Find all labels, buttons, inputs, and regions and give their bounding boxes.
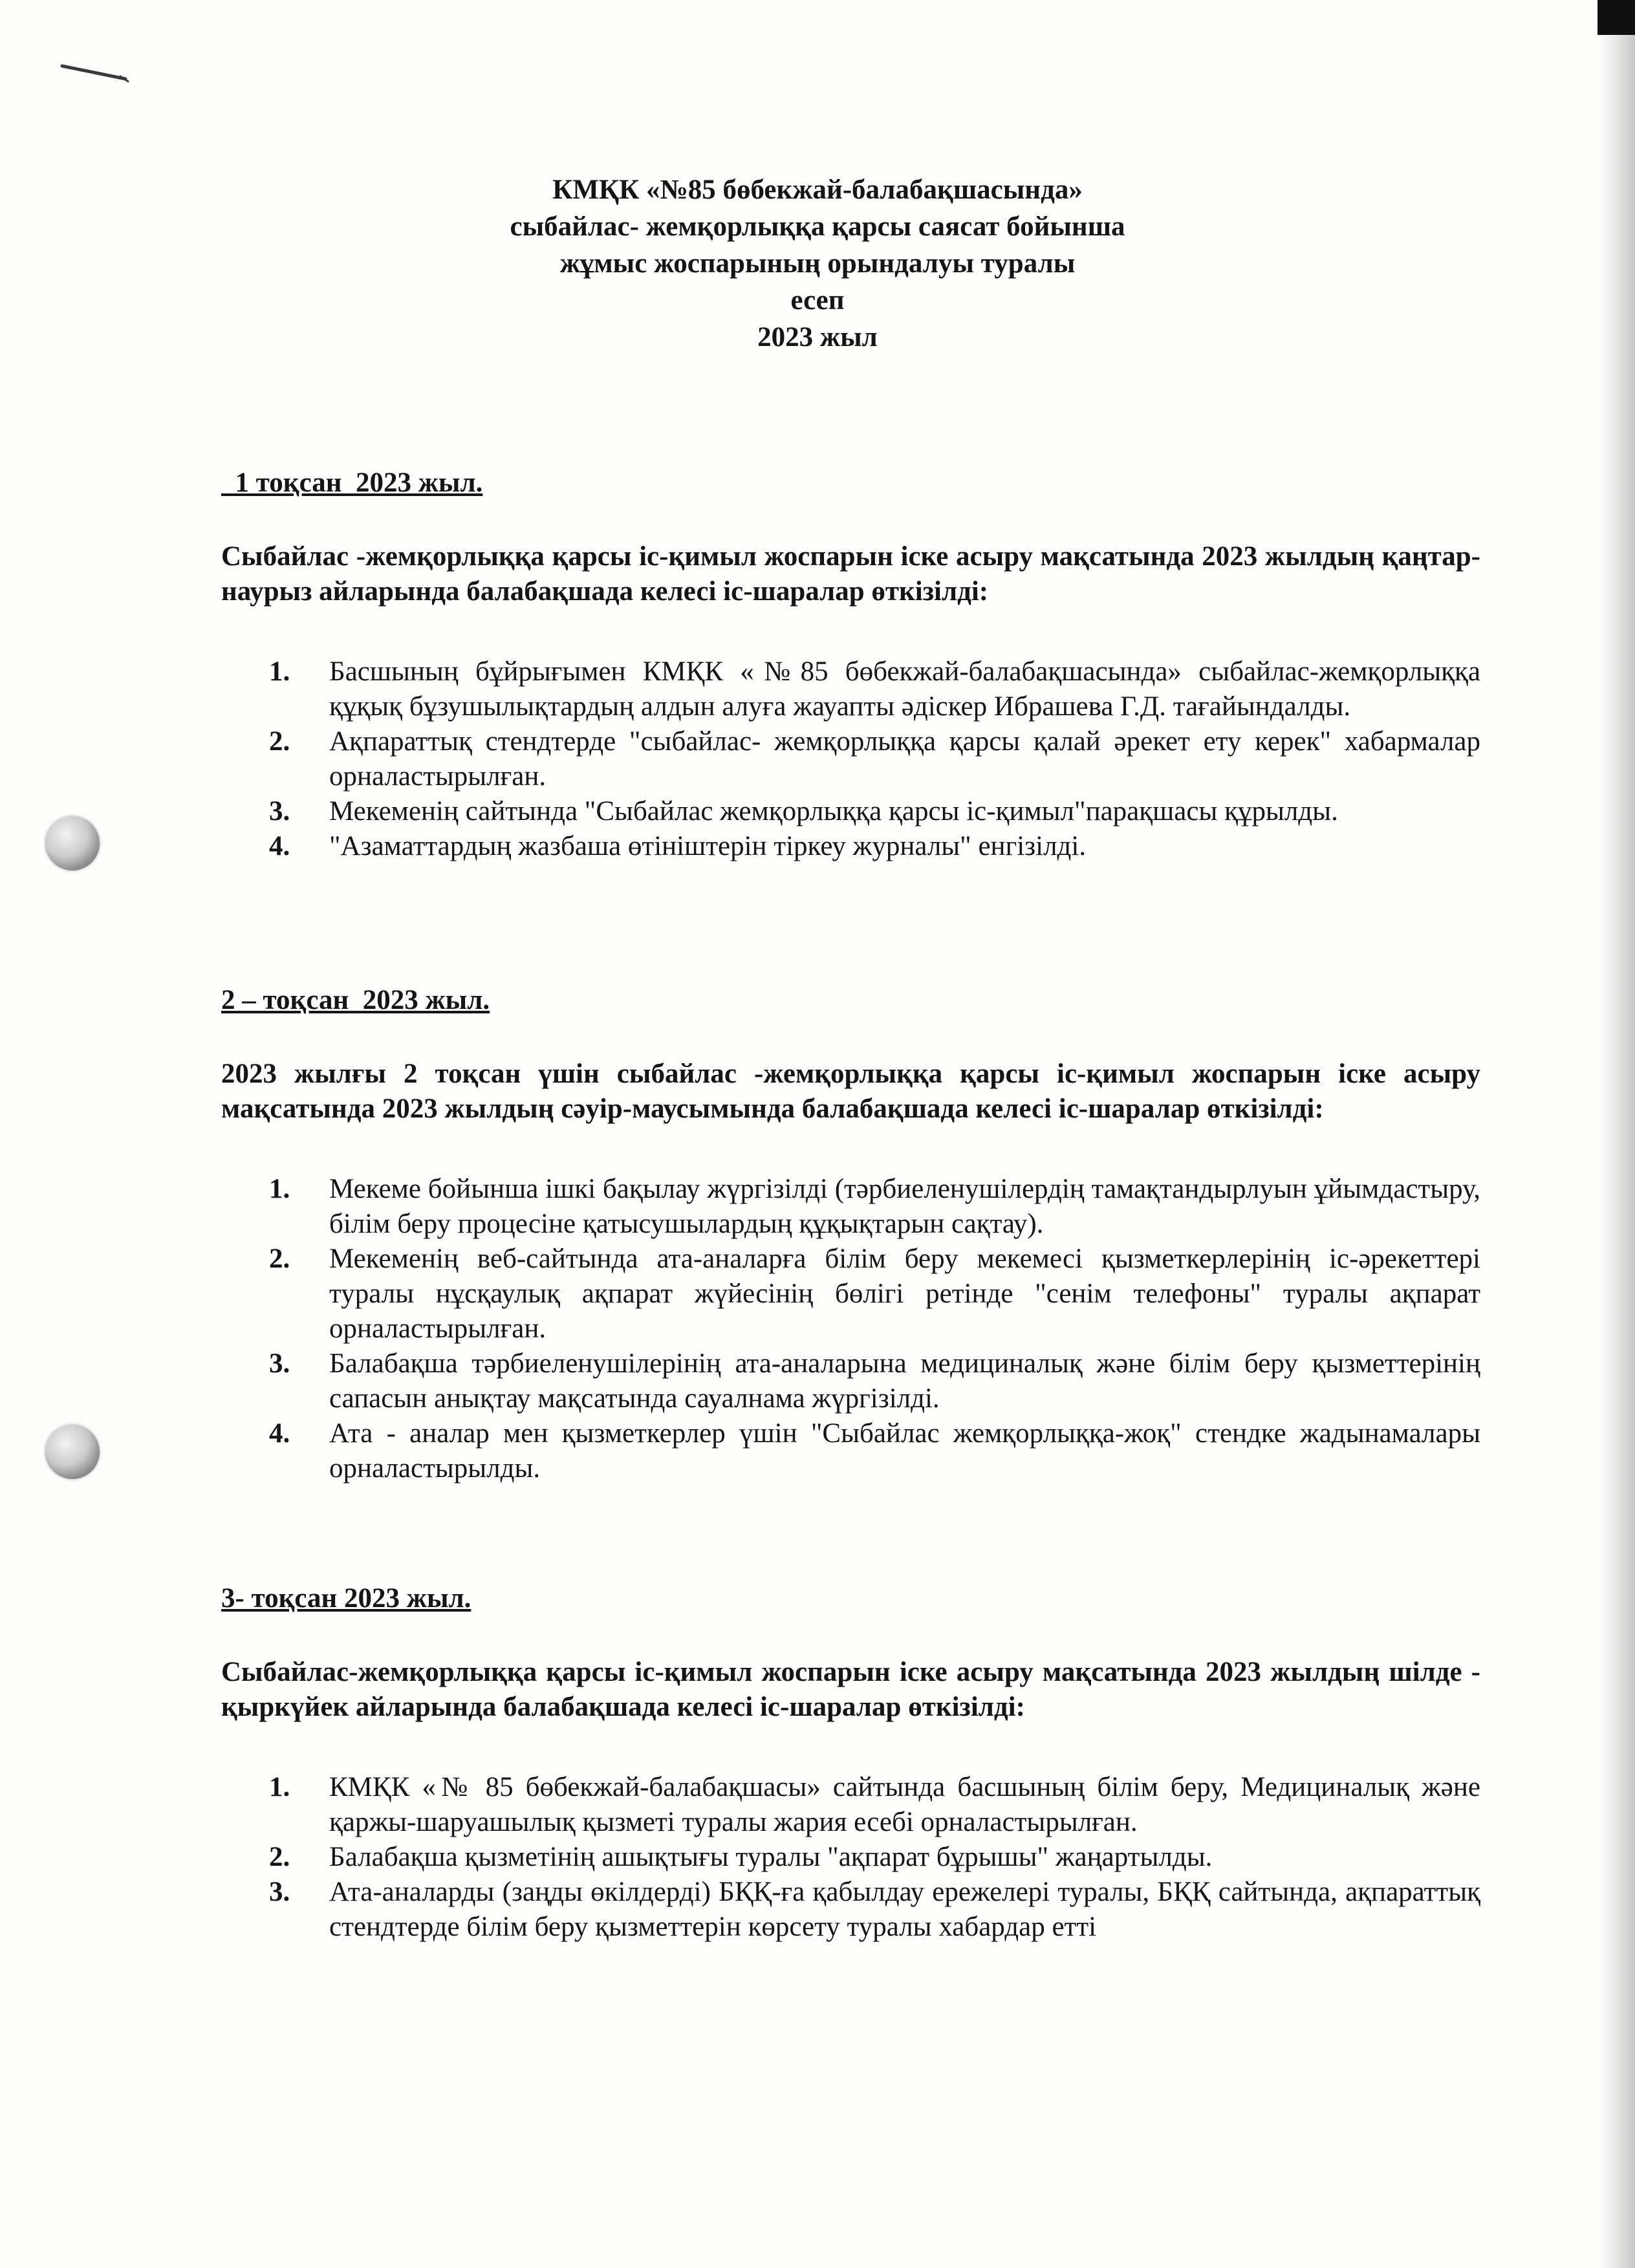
measures-list [221, 1770, 1480, 1945]
header-organization: КМҚК «№85 бөбекжай-балабақшасында» [552, 175, 1083, 205]
item-text: Ата - аналар мен қызметкерлер үшін "Сыбайлас жемқорлыққа-жоқ" стендке жадынамалары орналастырылды. [329, 1418, 1480, 1484]
item-number: 1. [269, 1772, 290, 1802]
item-number: 3. [269, 1348, 290, 1379]
pen-mark-icon [58, 54, 136, 93]
item-number: 4. [269, 1418, 290, 1449]
quarter-title: 2 – тоқсан 2023 жыл. [221, 985, 490, 1015]
header-plan: жұмыс жоспарының орындалуы туралы [559, 248, 1076, 279]
list-item [221, 1875, 1480, 1945]
quarter-intro: Сыбайлас -жемқорлыққа қарсы іс-қимыл жоспарын іске асыру мақсатында 2023 жылдың қаңтар-наурыз айларында балабақшада келесі іс-шаралар өткізілді: [221, 541, 1480, 607]
item-text: Басшының бұйрығымен КМҚК «№85 бөбекжай-балабақшасында» сыбайлас-жемқорлыққа құқық бұзушылықтардың алдын алуға жауапты әдіскер Ибрашева Г.Д. тағайындалды. [329, 656, 1480, 722]
quarter-title: 1 тоқсан 2023 жыл. [221, 468, 483, 498]
list-item [221, 829, 1480, 864]
item-number: 2. [269, 726, 290, 757]
header-year: 2023 жыл [757, 322, 878, 352]
quarter-intro: Сыбайлас-жемқорлыққа қарсы іс-қимыл жоспарын іске асыру мақсатында 2023 жылдың шілде - қыркүйек айларында балабақшада келесі іс-шаралар өткізілді: [221, 1657, 1480, 1722]
quarter-intro: 2023 жылғы 2 тоқсан үшін сыбайлас -жемқорлыққа қарсы іс-қимыл жоспарын іске асыру мақсатында 2023 жылдың сәуір-маусымында балабақшада келесі іс-шаралар өткізілді: [221, 1059, 1480, 1124]
list-item [221, 724, 1480, 794]
item-text: Мекеменің сайтында "Сыбайлас жемқорлыққа қарсы іс-қимыл"парақшасы құрылды. [329, 796, 1338, 826]
quarter-3-section [221, 1581, 1480, 1945]
list-item [221, 1770, 1480, 1840]
list-item [221, 794, 1480, 829]
item-number: 2. [269, 1244, 290, 1274]
item-text: Мекеме бойынша ішкі бақылау жүргізілді (тәрбиеленушілердің тамақтандырлуын ұйымдастыру, білім беру процесіне қатысушылардың құқықтарын сақтау). [329, 1174, 1480, 1239]
item-text: Ақпараттық стендтерде "сыбайлас- жемқорлыққа қарсы қалай әрекет ету керек" хабармалар орналастырылған. [329, 726, 1480, 792]
item-text: Балабақша қызметінің ашықтығы туралы "ақпарат бұрышы" жаңартылды. [329, 1842, 1213, 1872]
header-subject: сыбайлас- жемқорлыққа қарсы саясат бойынша [510, 211, 1125, 242]
punch-hole-icon [45, 816, 100, 870]
list-item [221, 1172, 1480, 1242]
item-number: 3. [269, 1877, 290, 1907]
header-report: есеп [790, 285, 845, 316]
item-text: Балабақша тәрбиеленушілерінің ата-аналарына медициналық және білім беру қызметтерінің сапасын анықтау мақсатында сауалнама жүргізілді. [329, 1348, 1480, 1414]
list-item [221, 1416, 1480, 1486]
item-number: 3. [269, 796, 290, 826]
item-number: 1. [269, 1174, 290, 1204]
scan-corner-shadow [1597, 0, 1635, 35]
quarter-title: 3- тоқсан 2023 жыл. [221, 1583, 471, 1614]
item-number: 4. [269, 831, 290, 861]
document-header [0, 171, 1635, 356]
measures-list [221, 654, 1480, 864]
item-text: КМҚК «№ 85 бөбекжай-балабақшасы» сайтында басшының білім беру, Медициналық және қаржы-шаруашылық қызметі туралы жария есебі орналастырылған. [329, 1772, 1480, 1837]
list-item [221, 1242, 1480, 1346]
punch-hole-icon [45, 1425, 100, 1479]
list-item [221, 654, 1480, 724]
item-number: 1. [269, 656, 290, 687]
item-number: 2. [269, 1842, 290, 1872]
list-item [221, 1840, 1480, 1875]
quarter-1-section [221, 466, 1480, 864]
item-text: Ата-аналарды (заңды өкілдерді) БҚҚ-ға қабылдау ережелері туралы, БҚҚ сайтында, ақпараттық стендтерде білім беру қызметтерін көрсету туралы хабардар етті [329, 1877, 1480, 1942]
list-item [221, 1346, 1480, 1416]
item-text: "Азаматтардың жазбаша өтініштерін тіркеу журналы" енгізілді. [329, 831, 1087, 861]
quarter-2-section [221, 983, 1480, 1486]
item-text: Мекеменің веб-сайтында ата-аналарға білім беру мекемесі қызметкерлерінің іс-әрекеттері туралы нұсқаулық ақпарат жүйесінің бөлігі ретінде "сенім телефоны" туралы ақпарат орналастырылған. [329, 1244, 1480, 1344]
measures-list [221, 1172, 1480, 1486]
